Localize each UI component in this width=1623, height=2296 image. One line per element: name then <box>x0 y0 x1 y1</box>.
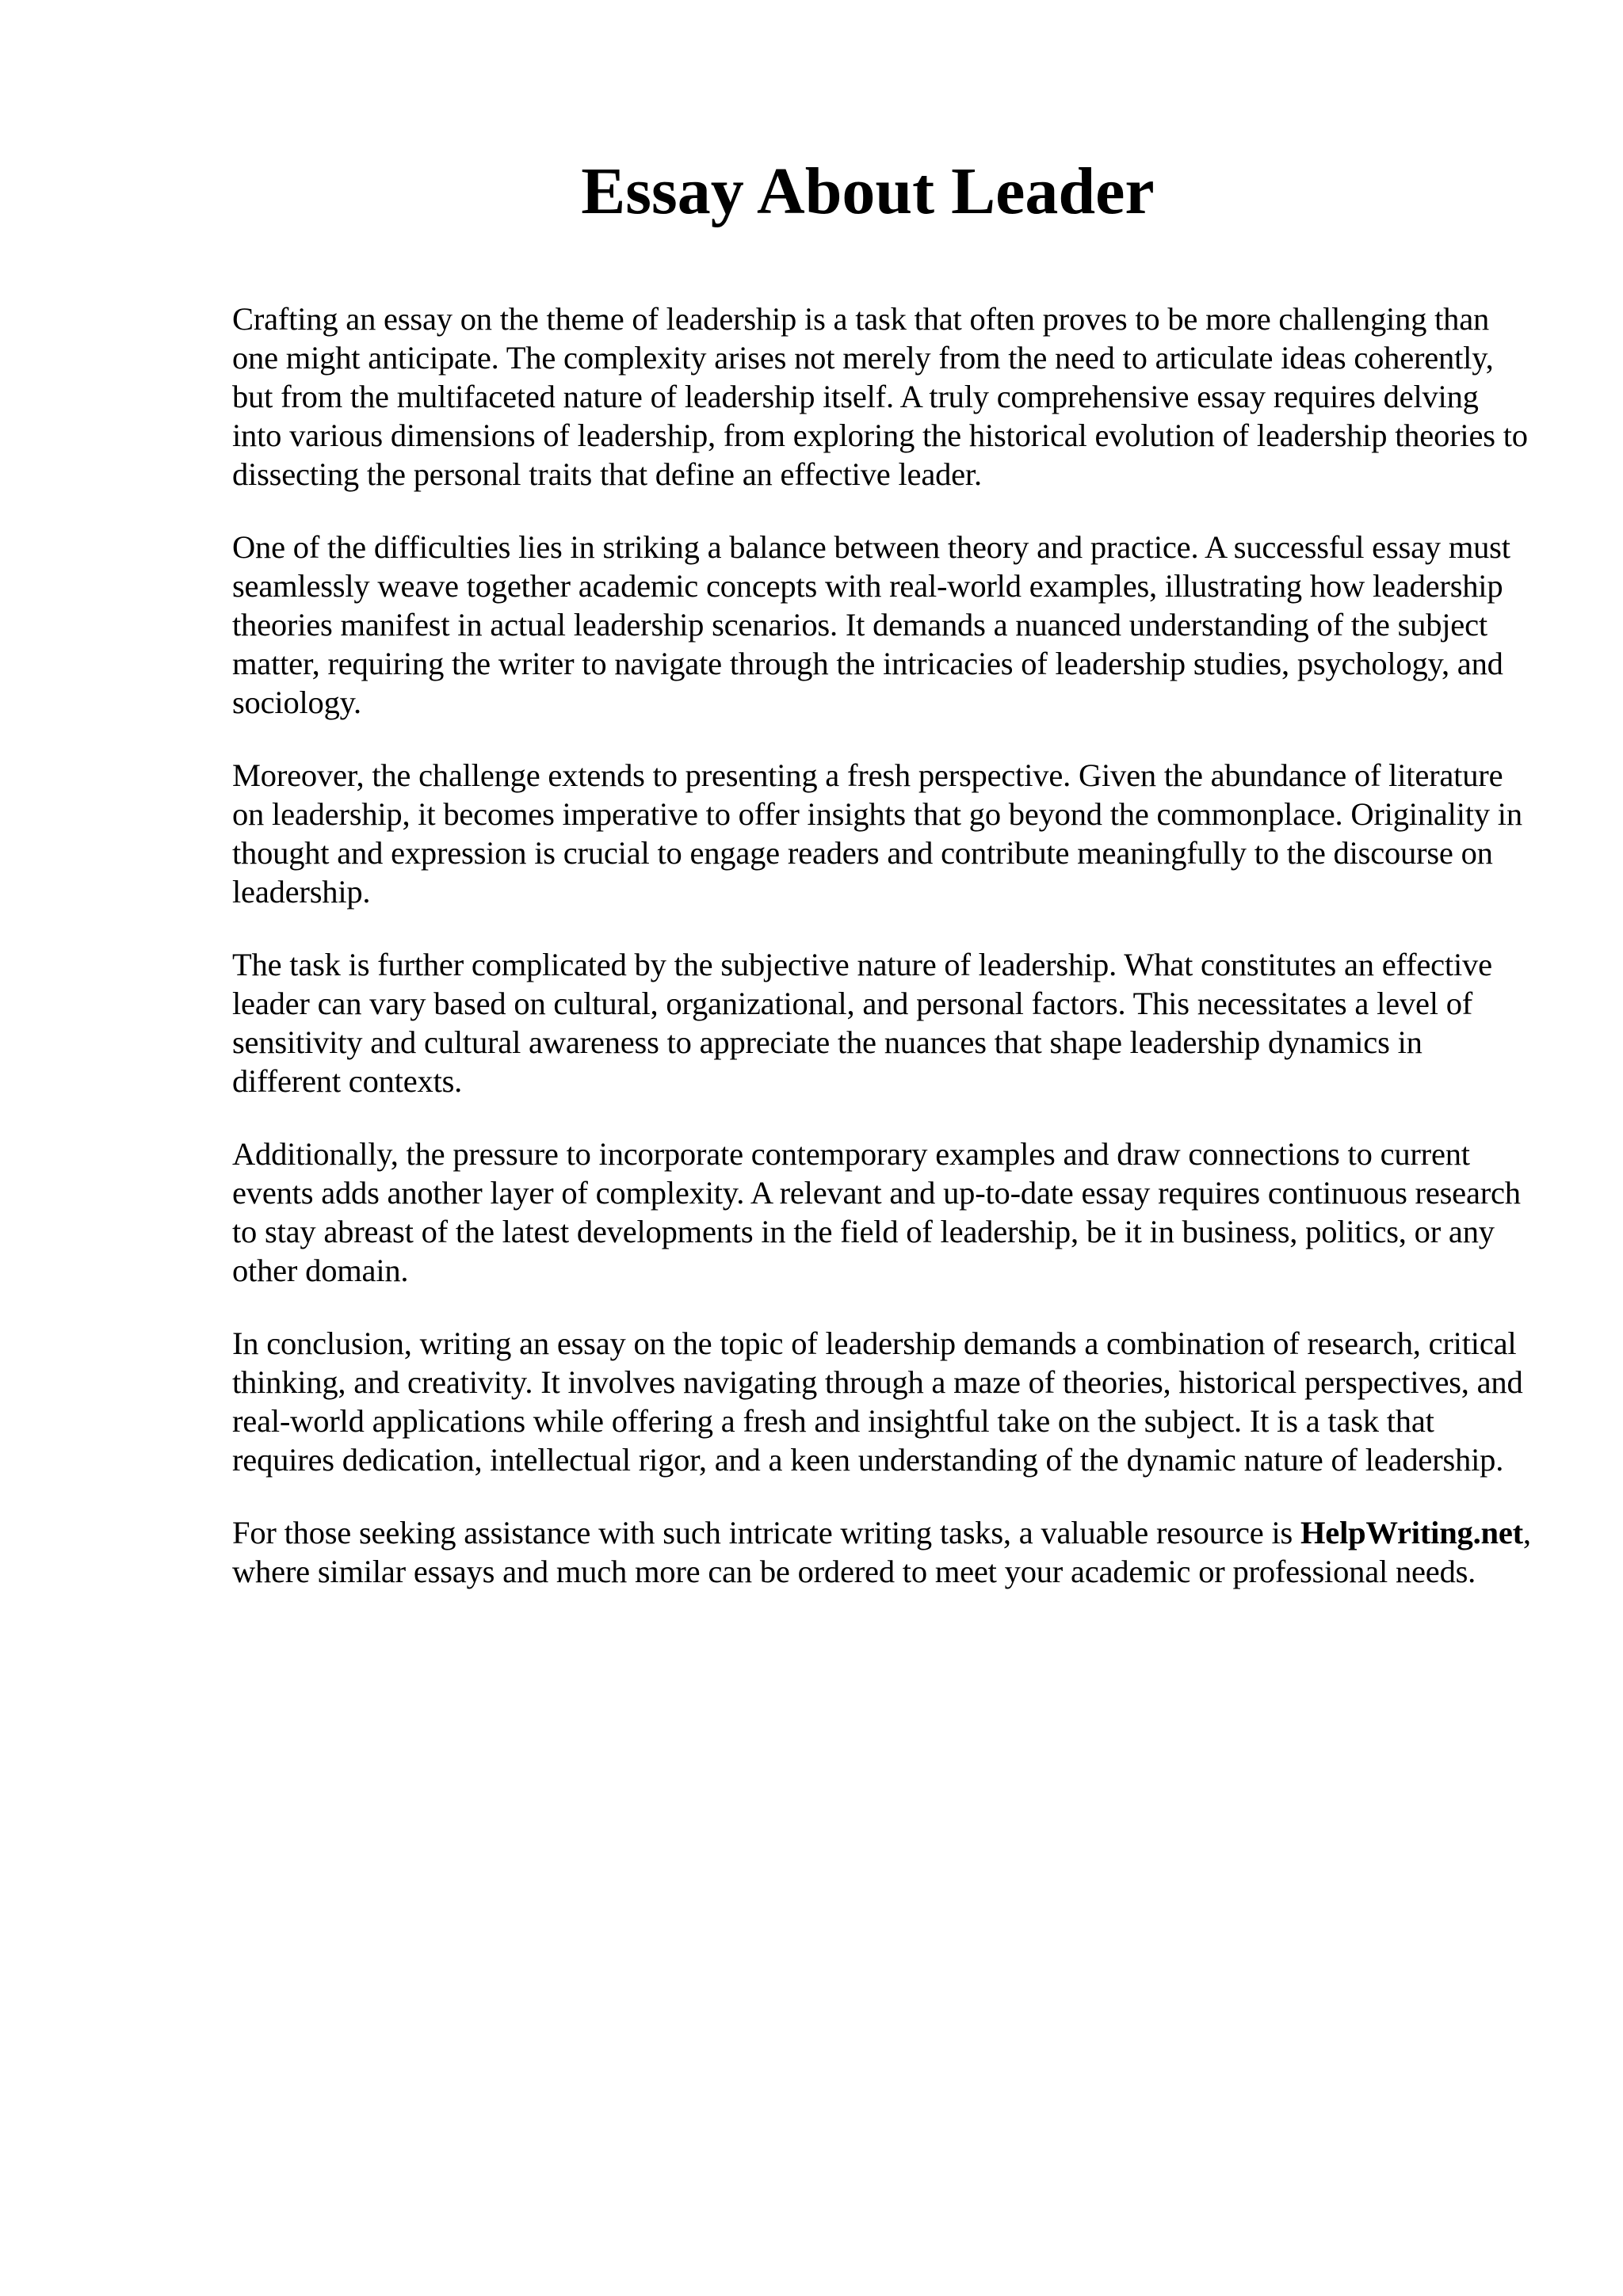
paragraph-2: One of the difficulties lies in striking a balance between theory and practice. A successful essay must seamlessly weave together academic concepts with real-world examples, illustrating how leadership theories manifest in actual leadership scenarios. It demands a nuanced understanding of the subject matter, requiring the writer to navigate through the intricacies of leadership studies, psychology, and sociology. <box>232 529 1510 720</box>
paragraph-4: The task is further complicated by the subjective nature of leadership. What constitutes an effective leader can vary based on cultural, organizational, and personal factors. This necessitates a level of sensitivity and cultural awareness to appreciate the nuances that shape leadership dynamics in different contexts. <box>232 947 1492 1099</box>
page-title: Essay About Leader <box>581 154 1155 228</box>
paragraph-3: Moreover, the challenge extends to presenting a fresh perspective. Given the abundance of literature on leadership, it becomes imperative to offer insights that go beyond the commonplace. Originality in thought and expression is crucial to engage readers and contribute meaningfully to the discourse on leadership. <box>232 757 1522 910</box>
paragraph-6: In conclusion, writing an essay on the topic of leadership demands a combination of research, critical thinking, and creativity. It involves navigating through a maze of theories, historical perspectives, and real-world applications while offering a fresh and insightful take on the subject. It is a task that requires dedication, intellectual rigor, and a keen understanding of the dynamic nature of leadership. <box>232 1325 1523 1478</box>
closing-paragraph <box>232 1513 1532 1591</box>
essay-body <box>232 299 1532 1591</box>
paragraph-5: Additionally, the pressure to incorporate contemporary examples and draw connections to current events adds another layer of complexity. A relevant and up-to-date essay requires continuous research to stay abreast of the latest developments in the field of leadership, be it in business, politics, or any other domain. <box>232 1136 1521 1288</box>
paragraph-1: Crafting an essay on the theme of leadership is a task that often proves to be more challenging than one might anticipate. The complexity arises not merely from the need to articulate ideas coherently, but from the multifaceted nature of leadership itself. A truly comprehensive essay requires delving into various dimensions of leadership, from exploring the historical evolution of leadership theories to dissecting the personal traits that define an effective leader. <box>232 301 1528 492</box>
closing-lead-text: For those seeking assistance with such intricate writing tasks, a valuable resource is <box>232 1515 1300 1550</box>
closing-tail-text: , where similar essays and much more can be ordered to meet your academic or professional needs. <box>232 1515 1531 1589</box>
brand-name: HelpWriting.net <box>1300 1515 1523 1550</box>
